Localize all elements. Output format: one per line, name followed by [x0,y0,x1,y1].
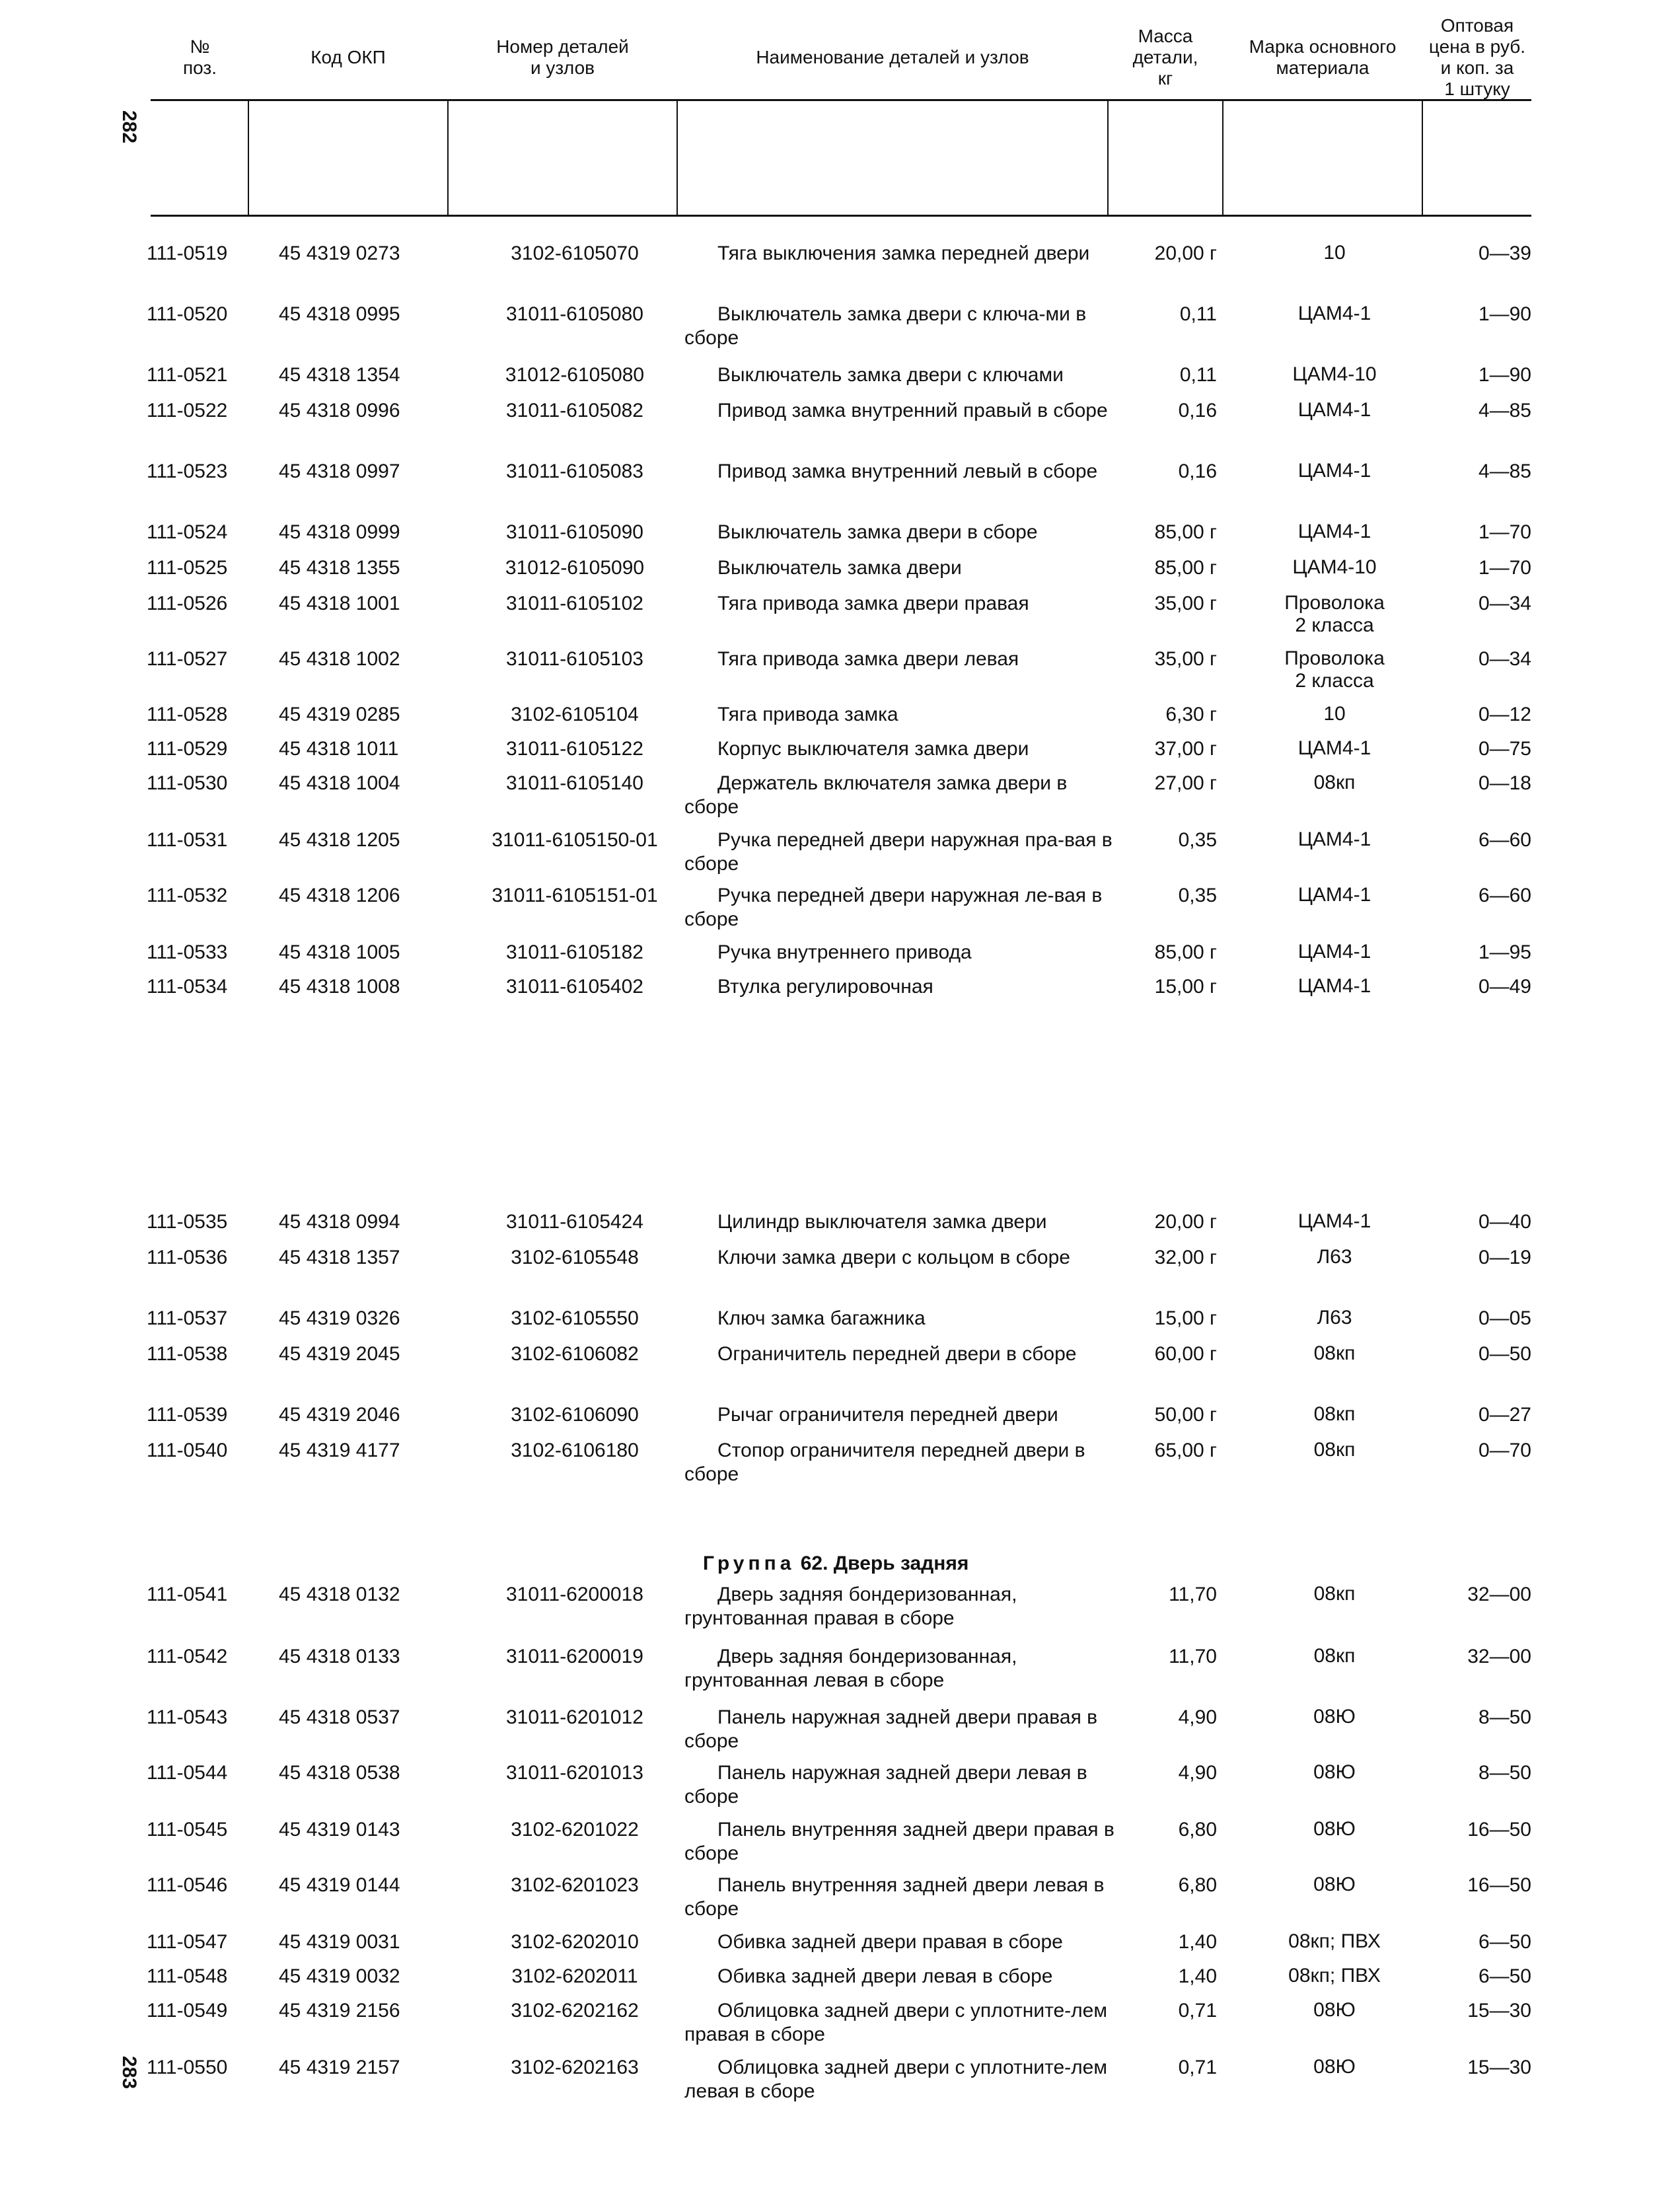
row-material: 08Ю [1313,1874,1356,1895]
row-price: 15—30 [1467,2000,1531,2022]
row-part-number: 31011-6200018 [506,1584,643,1605]
row-price: 1—70 [1478,521,1531,543]
row-part-number: 3102-6106082 [511,1343,639,1365]
row-part-name: Обивка задней двери правая в сборе [717,1931,1063,1953]
row-part-name: Ограничитель передней двери в сборе [717,1343,1077,1365]
row-position: 111-0549 [147,2000,228,2022]
row-price: 0—19 [1478,1247,1531,1268]
row-okp-code: 45 4318 0133 [279,1646,400,1667]
row-mass: 11,70 [1169,1646,1217,1667]
header-divider [248,100,249,215]
row-mass: 85,00 г [1154,941,1217,963]
row-okp-code: 45 4319 4177 [279,1440,400,1461]
row-price: 0—05 [1478,1307,1531,1329]
row-mass: 6,30 г [1165,704,1217,725]
row-part-name: Втулка регулировочная [717,976,933,998]
row-material: 08кп [1313,1342,1356,1364]
row-material: 08кп [1313,1645,1356,1667]
row-part-number: 3102-6105548 [511,1247,639,1268]
row-material: ЦАМ4-1 [1297,303,1371,324]
row-part-number: 31011-6105182 [506,941,643,963]
row-okp-code: 45 4318 0999 [279,521,400,543]
row-position: 111-0542 [147,1646,228,1667]
row-material: Л63 [1317,1307,1352,1329]
row-position: 111-0531 [147,829,228,851]
row-price: 32—00 [1467,1584,1531,1605]
row-part-name: Держатель включателя замка двери в сборе [684,772,1068,818]
header-part-number: Номер деталей и узлов [496,36,629,78]
row-material: ЦАМ4-1 [1297,399,1371,421]
row-part-number: 31011-6201013 [506,1762,643,1784]
header-divider [447,100,449,215]
row-mass: 85,00 г [1154,521,1217,543]
row-material: 08кп; ПВХ [1288,1965,1381,1987]
row-price: 6—60 [1478,885,1531,906]
row-okp-code: 45 4319 2046 [279,1404,400,1426]
row-part-number: 31011-6105103 [506,648,643,670]
row-okp-code: 45 4318 1011 [279,738,399,760]
row-price: 0—34 [1478,648,1531,670]
row-okp-code: 45 4319 0032 [279,1965,400,1987]
row-position: 111-0521 [147,364,228,386]
header-price: Оптовая цена в руб. и коп. за 1 штуку [1428,15,1526,99]
row-material: ЦАМ4-1 [1297,737,1371,759]
header-name: Наименование деталей и узлов [756,46,1029,67]
row-part-number: 31011-6105080 [506,303,643,325]
row-material: Проволока 2 класса [1284,647,1385,692]
row-material: ЦАМ4-1 [1297,1210,1371,1232]
row-price: 8—50 [1478,1706,1531,1728]
row-position: 111-0541 [147,1584,228,1605]
row-part-number: 31011-6105083 [506,460,643,482]
row-okp-code: 45 4318 1357 [279,1247,400,1268]
header-material: Марка основного материала [1249,36,1397,78]
row-mass: 37,00 г [1154,738,1217,760]
row-mass: 0,35 [1178,829,1217,851]
row-mass: 15,00 г [1154,1307,1217,1329]
row-material: 08кп [1313,1403,1356,1425]
row-part-number: 31011-6105402 [506,976,643,998]
row-part-number: 3102-6202010 [511,1931,639,1953]
row-position: 111-0546 [147,1874,228,1896]
row-part-number: 31011-6105082 [506,400,643,421]
row-position: 111-0523 [147,460,228,482]
page-number-bottom: 283 [118,2055,141,2090]
row-price: 0—34 [1478,593,1531,614]
page-number-top: 282 [118,110,141,144]
row-okp-code: 45 4319 0031 [279,1931,400,1953]
row-price: 1—70 [1478,557,1531,579]
row-okp-code: 45 4318 1004 [279,772,400,794]
row-position: 111-0522 [147,400,228,421]
row-okp-code: 45 4319 0273 [279,242,400,264]
row-price: 16—50 [1467,1874,1531,1896]
row-part-name: Панель наружная задней двери левая в сборе [684,1762,1087,1807]
row-part-name: Облицовка задней двери с уплотните-лем правая в сборе [684,2000,1107,2045]
row-part-name: Панель внутренняя задней двери левая в сборе [684,1874,1105,1920]
row-price: 6—60 [1478,829,1531,851]
row-okp-code: 45 4318 1355 [279,557,400,579]
row-mass: 1,40 [1178,1931,1217,1953]
row-part-number: 3102-6202011 [511,1965,638,1987]
row-material: Проволока 2 класса [1284,592,1385,636]
header-divider [1107,100,1109,215]
header-divider [1222,100,1223,215]
row-okp-code: 45 4318 0538 [279,1762,400,1784]
row-part-number: 31011-6105150-01 [492,829,658,851]
row-position: 111-0544 [147,1762,228,1784]
row-price: 0—49 [1478,976,1531,998]
row-material: ЦАМ4-10 [1292,556,1377,578]
row-okp-code: 45 4318 1206 [279,885,400,906]
row-part-number: 31011-6105424 [506,1211,643,1233]
row-price: 4—85 [1478,400,1531,421]
row-mass: 0,11 [1179,303,1217,325]
row-price: 0—75 [1478,738,1531,760]
row-position: 111-0534 [147,976,228,998]
row-part-number: 31011-6105122 [506,738,643,760]
row-part-number: 3102-6105104 [511,704,639,725]
row-material: 08кп [1313,772,1356,793]
row-material: ЦАМ4-10 [1292,363,1377,385]
row-mass: 27,00 г [1154,772,1217,794]
row-okp-code: 45 4318 0537 [279,1706,400,1728]
row-price: 0—39 [1478,242,1531,264]
row-mass: 4,90 [1178,1706,1217,1728]
header-divider [1422,100,1423,215]
row-part-name: Тяга привода замка двери правая [717,593,1029,614]
row-material: 08Ю [1313,1706,1356,1728]
row-okp-code: 45 4319 2045 [279,1343,400,1365]
row-okp-code: 45 4318 1205 [279,829,400,851]
row-part-name: Рычаг ограничителя передней двери [717,1404,1058,1426]
row-part-name: Панель наружная задней двери правая в сборе [684,1706,1098,1752]
row-part-number: 31011-6105102 [506,593,643,614]
row-part-number: 3102-6105070 [511,242,639,264]
row-price: 1—95 [1478,941,1531,963]
row-part-name: Тяга привода замка [717,704,898,725]
row-okp-code: 45 4318 1001 [279,593,400,614]
row-material: ЦАМ4-1 [1297,975,1371,997]
row-position: 111-0539 [147,1404,228,1426]
row-position: 111-0547 [147,1931,228,1953]
row-material: ЦАМ4-1 [1297,460,1371,482]
row-part-number: 31011-6201012 [506,1706,643,1728]
group-title-text: 62. Дверь задняя [800,1552,969,1574]
row-part-name: Цилиндр выключателя замка двери [717,1211,1047,1233]
row-price: 1—90 [1478,303,1531,325]
row-okp-code: 45 4319 0285 [279,704,400,725]
row-okp-code: 45 4319 2157 [279,2057,400,2078]
row-position: 111-0524 [147,521,228,543]
row-okp-code: 45 4318 1005 [279,941,400,963]
row-part-name: Панель внутренняя задней двери правая в сборе [684,1819,1114,1864]
row-mass: 60,00 г [1154,1343,1217,1365]
row-part-name: Привод замка внутренний правый в сборе [717,400,1108,421]
row-position: 111-0545 [147,1819,228,1841]
row-price: 6—50 [1478,1965,1531,1987]
row-position: 111-0530 [147,772,228,794]
row-position: 111-0532 [147,885,228,906]
row-okp-code: 45 4318 0994 [279,1211,400,1233]
row-mass: 0,16 [1178,460,1217,482]
row-price: 32—00 [1467,1646,1531,1667]
row-okp-code: 45 4318 1008 [279,976,400,998]
group-heading [703,1552,968,1575]
row-material: 08Ю [1313,1761,1356,1783]
row-part-number: 3102-6106180 [511,1440,639,1461]
row-part-name: Ручка передней двери наружная ле-вая в сборе [684,885,1103,930]
row-position: 111-0533 [147,941,228,963]
row-material: 10 [1323,242,1346,264]
row-mass: 4,90 [1178,1762,1217,1784]
row-material: 08Ю [1313,2056,1356,2078]
row-part-number: 31011-6105140 [506,772,643,794]
row-part-number: 3102-6202162 [511,2000,639,2022]
row-mass: 0,11 [1179,364,1217,386]
row-position: 111-0527 [147,648,228,670]
row-mass: 35,00 г [1154,593,1217,614]
row-part-name: Ручка внутреннего привода [717,941,972,963]
row-part-number: 3102-6201022 [511,1819,639,1841]
row-price: 0—40 [1478,1211,1531,1233]
row-position: 111-0535 [147,1211,228,1233]
header-mass: Масса детали, кг [1132,25,1198,89]
row-position: 111-0550 [147,2057,228,2078]
header-bottom-rule [151,215,1531,217]
row-price: 0—50 [1478,1343,1531,1365]
row-price: 0—12 [1478,704,1531,725]
row-okp-code: 45 4319 0144 [279,1874,400,1896]
row-material: Л63 [1317,1246,1352,1268]
row-part-name: Привод замка внутренний левый в сборе [717,460,1098,482]
row-price: 15—30 [1467,2057,1531,2078]
row-part-name: Обивка задней двери левая в сборе [717,1965,1053,1987]
row-part-name: Стопор ограничителя передней двери в сборе [684,1440,1085,1485]
row-part-name: Дверь задняя бондеризованная, грунтованная левая в сборе [684,1646,1017,1691]
row-part-name: Выключатель замка двери в сборе [717,521,1038,543]
row-price: 0—70 [1478,1440,1531,1461]
row-material: 08кп; ПВХ [1288,1930,1381,1952]
row-price: 0—27 [1478,1404,1531,1426]
row-okp-code: 45 4318 1002 [279,648,400,670]
row-part-number: 31012-6105080 [505,364,645,386]
header-okp: Код ОКП [310,46,386,67]
row-position: 111-0525 [147,557,228,579]
row-material: 08кп [1313,1583,1356,1605]
row-okp-code: 45 4318 0132 [279,1584,400,1605]
row-position: 111-0529 [147,738,228,760]
row-position: 111-0519 [147,242,228,264]
row-mass: 20,00 г [1154,1211,1217,1233]
row-mass: 65,00 г [1154,1440,1217,1461]
row-material: ЦАМ4-1 [1297,828,1371,850]
row-material: ЦАМ4-1 [1297,521,1371,542]
row-price: 0—18 [1478,772,1531,794]
row-mass: 20,00 г [1154,242,1217,264]
row-okp-code: 45 4318 1354 [279,364,400,386]
row-mass: 35,00 г [1154,648,1217,670]
row-part-number: 31011-6200019 [506,1646,643,1667]
row-mass: 85,00 г [1154,557,1217,579]
row-part-name: Тяга выключения замка передней двери [717,242,1090,264]
row-material: 10 [1323,703,1346,725]
row-mass: 11,70 [1169,1584,1217,1605]
row-mass: 6,80 [1178,1819,1217,1841]
row-part-name: Ключ замка багажника [717,1307,926,1329]
row-material: 08Ю [1313,1999,1356,2021]
row-material: ЦАМ4-1 [1297,941,1371,963]
row-mass: 50,00 г [1154,1404,1217,1426]
row-part-number: 31011-6105090 [506,521,643,543]
row-price: 16—50 [1467,1819,1531,1841]
row-okp-code: 45 4319 0143 [279,1819,400,1841]
row-part-name: Облицовка задней двери с уплотните-лем левая в сборе [684,2057,1107,2102]
row-part-number: 31012-6105090 [505,557,645,579]
row-mass: 0,35 [1178,885,1217,906]
row-price: 1—90 [1478,364,1531,386]
row-part-number: 3102-6106090 [511,1404,639,1426]
row-part-number: 3102-6202163 [511,2057,639,2078]
row-okp-code: 45 4319 2156 [279,2000,400,2022]
row-material: 08Ю [1313,1818,1356,1840]
row-part-number: 31011-6105151-01 [492,885,658,906]
row-mass: 0,71 [1178,2000,1217,2022]
row-part-number: 3102-6105550 [511,1307,639,1329]
row-part-name: Выключатель замка двери [717,557,962,579]
header-pos: № поз. [182,36,217,78]
row-part-name: Выключатель замка двери с ключами [717,364,1064,386]
row-mass: 0,16 [1178,400,1217,421]
row-mass: 0,71 [1178,2057,1217,2078]
row-position: 111-0543 [147,1706,228,1728]
row-position: 111-0538 [147,1343,228,1365]
row-mass: 6,80 [1178,1874,1217,1896]
row-okp-code: 45 4318 0995 [279,303,400,325]
row-price: 4—85 [1478,460,1531,482]
row-position: 111-0528 [147,704,228,725]
row-mass: 1,40 [1178,1965,1217,1987]
row-material: ЦАМ4-1 [1297,884,1371,906]
row-okp-code: 45 4318 0996 [279,400,400,421]
row-position: 111-0520 [147,303,228,325]
row-mass: 15,00 г [1154,976,1217,998]
row-mass: 32,00 г [1154,1247,1217,1268]
row-part-name: Ключи замка двери с кольцом в сборе [717,1247,1070,1268]
row-position: 111-0548 [147,1965,228,1987]
row-position: 111-0537 [147,1307,228,1329]
row-part-number: 3102-6201023 [511,1874,639,1896]
header-divider [676,100,678,215]
row-okp-code: 45 4318 0997 [279,460,400,482]
row-position: 111-0536 [147,1247,228,1268]
row-material: 08кп [1313,1439,1356,1461]
row-position: 111-0526 [147,593,228,614]
row-position: 111-0540 [147,1440,228,1461]
row-part-name: Корпус выключателя замка двери [717,738,1029,760]
row-price: 8—50 [1478,1762,1531,1784]
row-part-name: Тяга привода замка двери левая [717,648,1019,670]
row-price: 6—50 [1478,1931,1531,1953]
group-label: Группа [703,1552,795,1574]
row-part-name: Выключатель замка двери с ключа-ми в сборе [684,303,1087,349]
row-okp-code: 45 4319 0326 [279,1307,400,1329]
row-part-name: Ручка передней двери наружная пра-вая в сборе [684,829,1113,875]
row-part-name: Дверь задняя бондеризованная, грунтованная правая в сборе [684,1584,1017,1629]
